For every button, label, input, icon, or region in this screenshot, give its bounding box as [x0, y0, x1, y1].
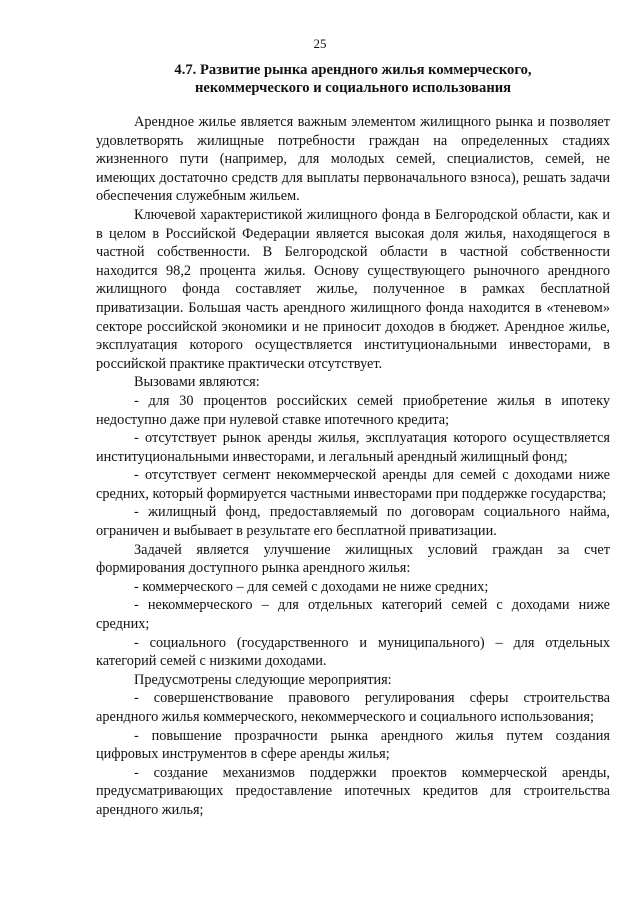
- list-item: - отсутствует сегмент некоммерческой аренды для семей с доходами ниже средних, который формируется частными инвесторами при поддержке государства;: [96, 467, 610, 502]
- list-item: - отсутствует рынок аренды жилья, эксплуатация которого осуществляется институциональными инвесторами, и легальный арендный жилищный фонд;: [96, 430, 610, 465]
- paragraph: Предусмотрены следующие мероприятия:: [134, 671, 392, 688]
- section-heading: [96, 61, 610, 97]
- section-heading-line-2: некоммерческого и социального использования: [194, 80, 512, 96]
- section-heading-line-1: 4.7. Развитие рынка арендного жилья коммерческого,: [174, 62, 532, 78]
- paragraph: Ключевой характеристикой жилищного фонда в Белгородской области, как и в целом в Российской Федерации является высокая доля жилья, находящегося в частной собственности. В Белгородской области в частной собственности находится 98,2 процента жилья. Основу существующего рыночного арендного жилищного фонда составляет жилье, полученное в рамках бесплатной приватизации. Большая часть арендного жилищного фонда находится в «теневом» секторе российской экономики и не приносит доходов в бюджет. Арендное жилье, эксплуатация которого осуществляется институциональными инвесторами, в российской практике практически отсутствует.: [96, 206, 610, 372]
- paragraph: Вызовами являются:: [134, 374, 260, 391]
- list-item: - коммерческого – для семей с доходами не ниже средних;: [134, 578, 489, 595]
- list-item: - совершенствование правового регулирования сферы строительства арендного жилья коммерческого, некоммерческого и социального использования;: [96, 690, 610, 725]
- list-item: - жилищный фонд, предоставляемый по договорам социального найма, ограничен и выбывает в результате его бесплатной приватизации.: [96, 504, 610, 540]
- page-number: 25: [313, 36, 327, 51]
- list-item: - некоммерческого – для отдельных категорий семей с доходами ниже средних;: [96, 597, 610, 633]
- list-item: - для 30 процентов российских семей приобретение жилья в ипотеку недоступно даже при нулевой ставке ипотечного кредита;: [96, 392, 610, 428]
- paragraph: Задачей является улучшение жилищных условий граждан за счет формирования доступного рынка арендного жилья:: [96, 541, 610, 577]
- list-item: - создание механизмов поддержки проектов коммерческой аренды, предусматривающих предоставление ипотечных кредитов для строительства арендного жилья;: [96, 764, 610, 818]
- body-text: [96, 113, 610, 820]
- paragraph: Арендное жилье является важным элементом жилищного рынка и позволяет удовлетворять жилищные потребности граждан на определенных стадиях жизненного пути (например, для молодых семей, специалистов, семей, не имеющих достаточно средств для выплаты первоначального взноса), решать задачи обеспечения служебным жильем.: [96, 114, 610, 205]
- list-item: - социального (государственного и муниципального) – для отдельных категорий семей с низкими доходами.: [96, 634, 610, 670]
- list-item: - повышение прозрачности рынка арендного жилья путем создания цифровых инструментов в сфере аренды жилья;: [96, 727, 610, 763]
